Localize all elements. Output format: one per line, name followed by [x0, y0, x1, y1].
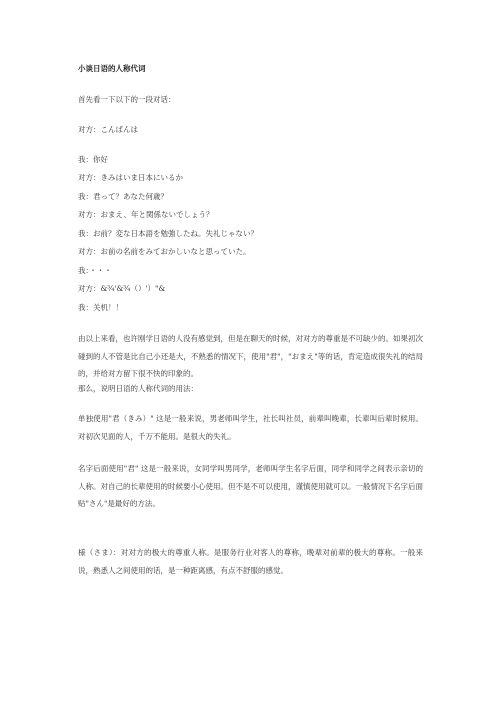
dialog-line-8: 我：・・・	[78, 266, 112, 275]
paragraph-5: 様（さま）：对对方的极大的尊重人称。是服务行业对客人的尊称，晚辈对前辈的极大的尊称。一般来说，熟悉人之间使用的话，是一种距离感，有点不舒服的感觉。	[78, 548, 423, 575]
dialog-line-4: 我：君って？あなた何歳？	[78, 192, 168, 201]
dialog-line-5: 对方：おまえ、年と関係ないでしょう？	[78, 210, 214, 219]
dialog-line-7: 对方：お前の名前をみておかしいなと思っていた。	[78, 247, 251, 256]
dialog-line-1: 对方：こんばんは	[78, 125, 138, 134]
dialog-line-10: 我：关机！！	[78, 303, 123, 312]
dialog-line-2: 我：你好	[78, 155, 108, 164]
paragraph-1: 由以上来看，也许刚学日语的人没有感觉到，但是在聊天的时候，对对方的尊重是不可缺少的。如果初次碰到的人不管是比自己小还是大，不熟悉的情况下，使用"君"，"おまえ"等的话，肯定造成很失礼的结局的，并给对方留下很不快的印象的。	[78, 334, 423, 378]
document-title: 小谈日语的人称代词	[78, 64, 146, 73]
paragraph-4: 名字后面使用"君" 这是一般来说，女同学叫男同学，老师叫学生名字后面，同学和同学之间表示亲切的人称。对自己的长辈使用的时候要小心使用。但不是不可以使用，谨慎使用就可以。一般情况下名字后面贴"さん"是最好的方法。	[78, 464, 423, 508]
dialog-line-3: 对方：きみはいま日本にいるか	[78, 173, 183, 182]
paragraph-2: 那么，说明日语的人称代词的用法：	[78, 384, 198, 393]
paragraph-3: 单独使用"君（きみ）" 这是一般来说，男老师叫学生，社长叫社员，前辈叫晚辈，长辈叫后辈时候用。 对初次见面的人，千万不能用。是很大的失礼。	[78, 414, 423, 441]
intro-line: 首先看一下以下的一段对话：	[78, 95, 176, 104]
dialog-line-6: 我：お前？変な日本語を勉強したね。失礼じゃない？	[78, 229, 258, 238]
dialog-line-9: 对方：&¾'&¾（）'）"&	[78, 284, 166, 293]
